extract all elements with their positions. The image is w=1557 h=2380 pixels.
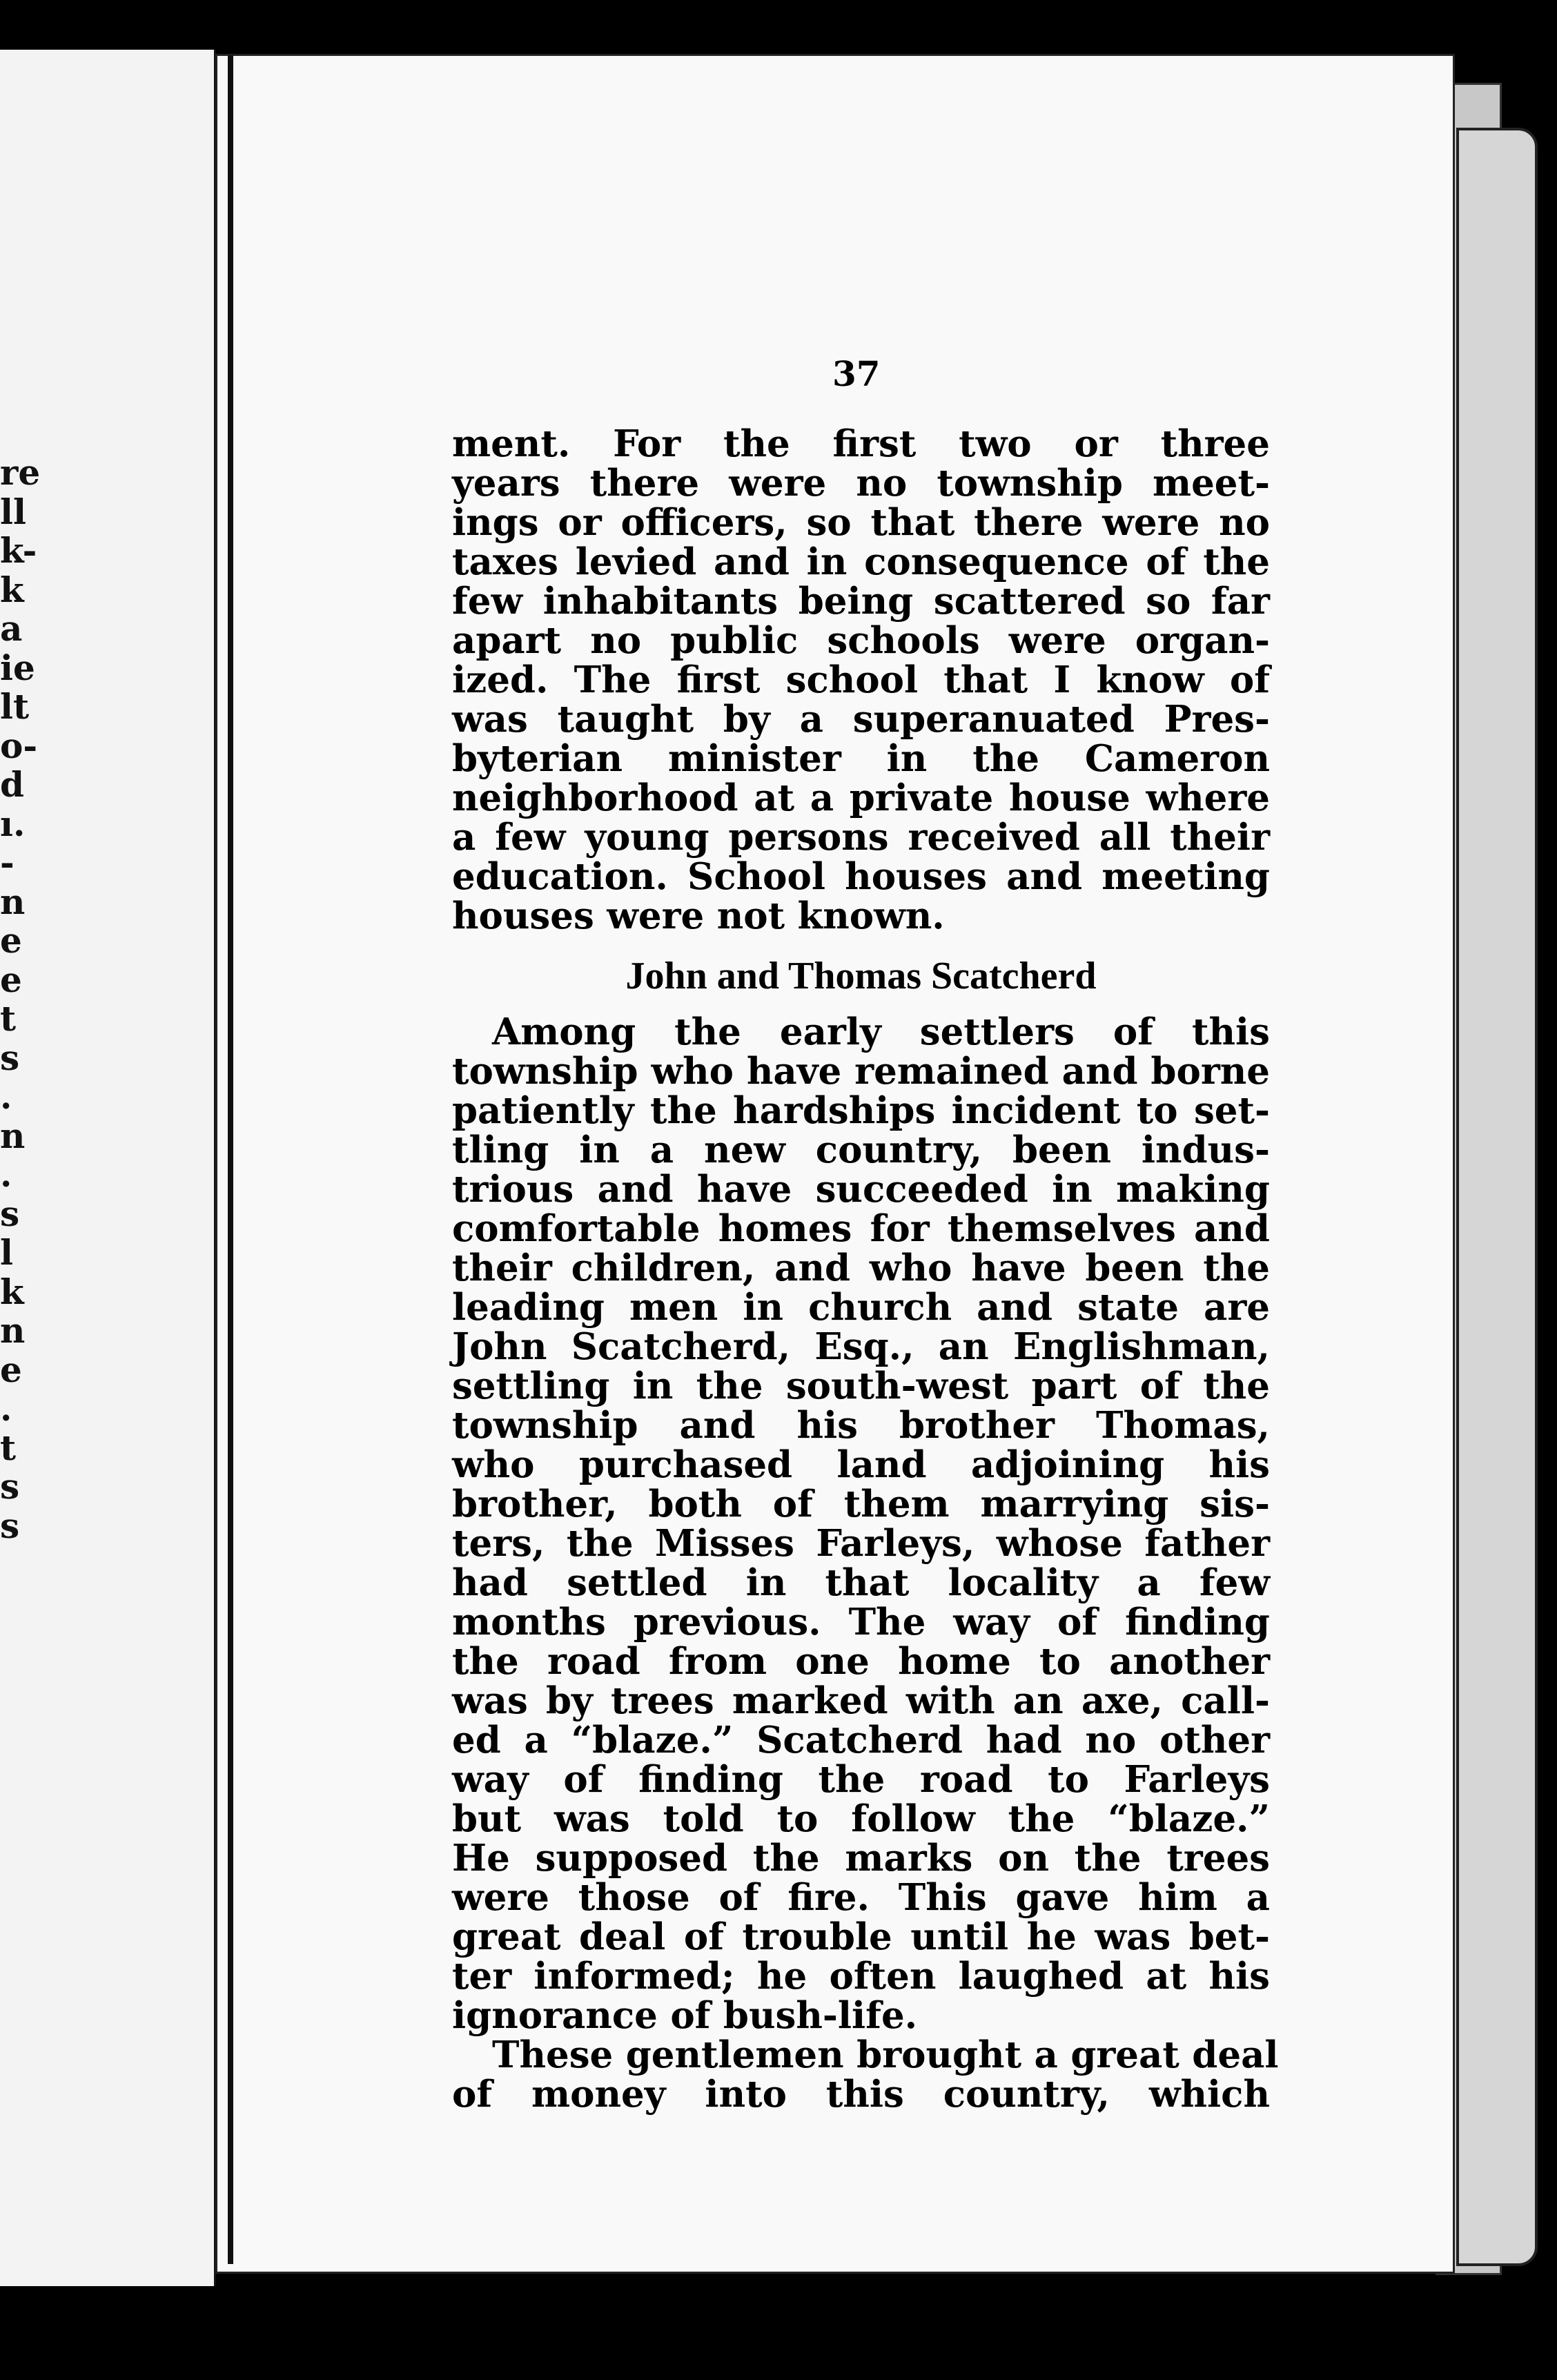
- left-fragment: k: [0, 1271, 24, 1312]
- book-back-edge: [1456, 128, 1538, 2266]
- page-gutter: [228, 55, 233, 2264]
- text-line: byterian minister in the Cameron: [452, 737, 1270, 780]
- text-line: John Scatcherd, Esq., an Englishman,: [452, 1325, 1270, 1368]
- paragraph-2: [452, 1013, 1270, 2036]
- left-fragment: s: [0, 1037, 20, 1078]
- left-fragment: ll: [0, 491, 26, 532]
- text-line: ters, the Misses Farleys, whose father: [452, 1522, 1270, 1565]
- text-line: township who have remained and borne: [452, 1050, 1270, 1093]
- text-line: neighborhood at a private house where: [452, 777, 1270, 819]
- left-fragment: o-: [0, 725, 38, 766]
- left-fragment: s: [0, 1505, 20, 1546]
- left-page-text-fragments: [0, 452, 41, 1546]
- text-line: ignorance of bush-life.: [452, 1994, 918, 2037]
- text-line: way of finding the road to Farleys: [452, 1758, 1270, 1801]
- text-line: of money into this country, which: [452, 2073, 1270, 2116]
- text-line: who purchased land adjoining his: [452, 1443, 1270, 1486]
- left-fragment: ie: [0, 647, 35, 688]
- text-line: taxes levied and in consequence of the: [452, 540, 1270, 583]
- text-line: houses were not known.: [452, 895, 945, 937]
- left-fragment: l: [0, 1232, 13, 1273]
- paragraph-1: [452, 422, 1270, 937]
- left-fragment: ı.: [0, 803, 26, 844]
- text-line: was taught by a superanuated Pres-: [452, 698, 1270, 741]
- left-fragment: e: [0, 920, 22, 961]
- left-fragment: d: [0, 764, 24, 805]
- left-fragment: k: [0, 569, 24, 610]
- text-line: township and his brother Thomas,: [452, 1404, 1270, 1447]
- page-text: [452, 422, 1279, 2116]
- text-line: was by trees marked with an axe, call-: [452, 1679, 1270, 1722]
- left-fragment: k-: [0, 530, 37, 571]
- left-fragment: s: [0, 1466, 20, 1507]
- left-fragment: .: [0, 1154, 12, 1195]
- text-line: ed a “blaze.” Scatcherd had no other: [452, 1719, 1270, 1762]
- left-fragment: e: [0, 1349, 22, 1390]
- text-line: but was told to follow the “blaze.”: [452, 1797, 1270, 1840]
- text-line: ings or officers, so that there were no: [452, 501, 1270, 544]
- text-line: He supposed the marks on the trees: [452, 1837, 1270, 1880]
- text-line: These gentlemen brought a great deal: [492, 2033, 1279, 2076]
- text-line: trious and have succeeded in making: [452, 1168, 1270, 1211]
- text-line: great deal of trouble until he was bet-: [452, 1915, 1270, 1958]
- text-line: education. School houses and meeting: [452, 855, 1270, 898]
- text-line: settling in the south-west part of the: [452, 1365, 1270, 1407]
- left-fragment: lt: [0, 686, 30, 727]
- text-line: ment. For the first two or three: [452, 422, 1270, 465]
- text-line: patiently the hardships incident to set-: [452, 1089, 1270, 1132]
- left-fragment: t: [0, 1427, 17, 1468]
- text-line: leading men in church and state are: [452, 1286, 1270, 1329]
- left-fragment: t: [0, 998, 17, 1039]
- left-fragment: re: [0, 452, 41, 493]
- section-heading: John and Thomas Scatcherd: [625, 955, 1097, 997]
- text-line: the road from one home to another: [452, 1640, 1270, 1683]
- left-fragment: n: [0, 1115, 26, 1156]
- text-line: were those of fire. This gave him a: [452, 1876, 1270, 1919]
- text-line: a few young persons received all their: [452, 816, 1270, 859]
- text-line: apart no public schools were organ-: [452, 619, 1270, 662]
- text-line: Among the early settlers of this: [492, 1011, 1270, 1053]
- left-fragment: -: [0, 842, 14, 883]
- text-line: had settled in that locality a few: [452, 1561, 1270, 1604]
- text-line: brother, both of them marrying sis-: [452, 1483, 1270, 1525]
- left-fragment: .: [0, 1076, 12, 1117]
- left-fragment: n: [0, 1310, 26, 1351]
- paragraph-3: [452, 2033, 1279, 2116]
- left-fragment: a: [0, 608, 23, 649]
- left-fragment: s: [0, 1193, 20, 1234]
- text-line: ter informed; he often laughed at his: [452, 1955, 1270, 1998]
- left-fragment: n: [0, 881, 26, 922]
- left-page: [0, 50, 216, 2286]
- text-line: their children, and who have been the: [452, 1247, 1270, 1289]
- text-line: years there were no township meet-: [452, 462, 1270, 505]
- text-line: comfortable homes for themselves and: [452, 1207, 1270, 1250]
- page-number: 37: [832, 353, 881, 394]
- text-line: tling in a new country, been indus-: [452, 1129, 1270, 1171]
- text-line: few inhabitants being scattered so far: [452, 580, 1270, 623]
- left-fragment: e: [0, 959, 22, 1000]
- left-fragment: .: [0, 1388, 12, 1429]
- text-line: months previous. The way of finding: [452, 1601, 1270, 1643]
- text-line: ized. The first school that I know of: [452, 659, 1270, 701]
